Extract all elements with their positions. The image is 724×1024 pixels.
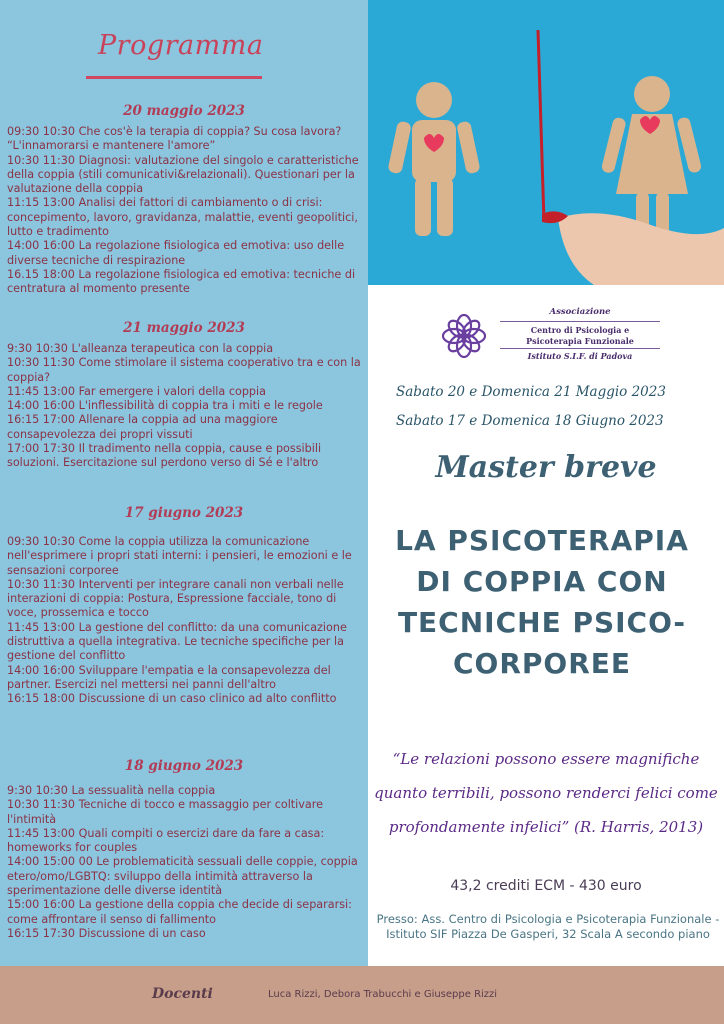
teachers-names: Luca Rizzi, Debora Trabucchi e Giuseppe Rizzi xyxy=(268,989,498,1000)
schedule-item: 9:30 10:30 La sessualità nella coppia xyxy=(7,784,216,797)
organization-name xyxy=(500,307,660,361)
schedule-item: 11:45 13:00 Quali compiti o esercizi dare da fare a casa: homeworks for couples xyxy=(7,826,325,855)
paper-figures-illustration xyxy=(368,0,724,285)
day-date: 20 maggio 2023 xyxy=(123,103,245,119)
schedule-item: 16:15 17:00 Allenare la coppia ad una maggiore consapevolezza dei propri vissuti xyxy=(7,413,278,441)
schedule-item: 16:15 17:30 Discussione di un caso xyxy=(7,926,206,940)
schedule-item: 11:45 13:00 La gestione del conflitto: da una comunicazione distruttiva a quella integrativa. Le tecniche specifiche per la gestione del conflitto xyxy=(7,620,347,663)
teachers-label: Docenti xyxy=(152,986,213,1002)
day-date: 17 giugno 2023 xyxy=(124,505,244,521)
dates-june: Sabato 17 e Domenica 18 Giugno 2023 xyxy=(396,413,664,429)
org-line-3: Psicoterapia Funzionale xyxy=(526,336,634,346)
program-title: Programma xyxy=(98,30,264,61)
program-column xyxy=(0,0,368,966)
title-underline xyxy=(86,76,262,79)
organization-logo xyxy=(440,312,488,360)
footer xyxy=(0,966,724,1024)
schedule-item: 14:00 16:00 Sviluppare l'empatia e la consapevolezza del partner. Esercizi nel mettersi nei panni dell'altro xyxy=(7,663,331,691)
schedule-item: 09:30 10:30 Che cos'è la terapia di coppia? Su cosa lavora? “L'innamorarsi e mantenere l'amore” xyxy=(7,125,342,153)
schedule-item: 10:30 11:30 Diagnosi: valutazione del singolo e caratteristiche della coppia (stili comunicativi&relazionali). Questionari per la valutazione della coppia xyxy=(7,153,359,196)
schedule-item: 09:30 10:30 Come la coppia utilizza la comunicazione nell'esprimere i propri stati interni: i pensieri, le emozioni e le sensazioni corporee xyxy=(7,535,352,577)
day-date: 21 maggio 2023 xyxy=(123,320,245,336)
schedule-item: 16.15 18:00 La regolazione fisiologica ed emotiva: tecniche di centratura al momento presente xyxy=(7,267,356,296)
master-title: Master breve xyxy=(435,450,657,485)
quote: “Le relazioni possono essere magnifiche quanto terribili, possono renderci felici come profondamente infelici” (R. Harris, 2013) xyxy=(374,750,718,836)
schedule-item: 17:00 17:30 Il tradimento nella coppia, cause e possibili soluzioni. Esercitazione sul perdono verso di Sé e l'altro xyxy=(7,442,322,470)
schedule-item: 11:45 13:00 Far emergere i valori della coppia xyxy=(7,384,266,398)
credits-price: 43,2 crediti ECM - 430 euro xyxy=(450,878,642,894)
org-line-4: Istituto S.I.F. di Padova xyxy=(500,348,660,361)
schedule-item: 14:00 16:00 L'inflessibilità di coppia tra i miti e le regole xyxy=(7,399,323,413)
schedule-item: 11:15 13:00 Analisi dei fattori di cambiamento o di crisi: concepimento, lavoro, gravidanza, malattie, eventi geopolitici, lutto e tradimento xyxy=(7,196,358,239)
schedule-item: 14:00 16:00 La regolazione fisiologica ed emotiva: uso delle diverse tecniche di respirazione xyxy=(7,239,345,267)
day-block-1 xyxy=(0,103,368,297)
course-headline: LA PSICOTERAPIA DI COPPIA CON TECNICHE PSICO-CORPOREE xyxy=(395,524,689,680)
schedule-item: 16:15 18:00 Discussione di un caso clinico ad alto conflitto xyxy=(7,692,337,706)
schedule-item: 10:30 11:30 Interventi per integrare canali non verbali nelle interazioni di coppia: Postura, Espressione facciale, tono di voce, prossemica e tocco xyxy=(7,577,344,620)
day-block-2 xyxy=(0,320,368,471)
day-block-4 xyxy=(0,758,368,941)
org-line-1: Associazione xyxy=(549,307,611,317)
day-date: 18 giugno 2023 xyxy=(124,758,244,774)
dates-may: Sabato 20 e Domenica 21 Maggio 2023 xyxy=(396,384,666,400)
schedule-item: 10:30 11:30 Come stimolare il sistema cooperativo tra e con la coppia? xyxy=(7,356,361,384)
schedule-item: 14:00 15:00 00 Le problematicità sessuali delle coppie, coppia etero/omo/LGBTQ: sviluppo della intimità attraverso la sperimentazione delle diverse identità xyxy=(7,855,358,898)
couple-photo xyxy=(368,0,724,285)
org-line-2: Centro di Psicologia e xyxy=(500,321,660,335)
schedule-item: 15:00 16:00 La gestione della coppia che decide di separarsi: come affrontare il senso di fallimento xyxy=(7,898,352,926)
venue: Presso: Ass. Centro di Psicologia e Psicoterapia Funzionale - Istituto SIF Piazza De Gasperi, 32 Scala A secondo piano xyxy=(376,912,720,941)
schedule-item: 9:30 10:30 L'alleanza terapeutica con la coppia xyxy=(7,342,274,355)
schedule-item: 10:30 11:30 Tecniche di tocco e massaggio per coltivare l'intimità xyxy=(7,798,324,826)
day-block-3 xyxy=(0,505,368,707)
